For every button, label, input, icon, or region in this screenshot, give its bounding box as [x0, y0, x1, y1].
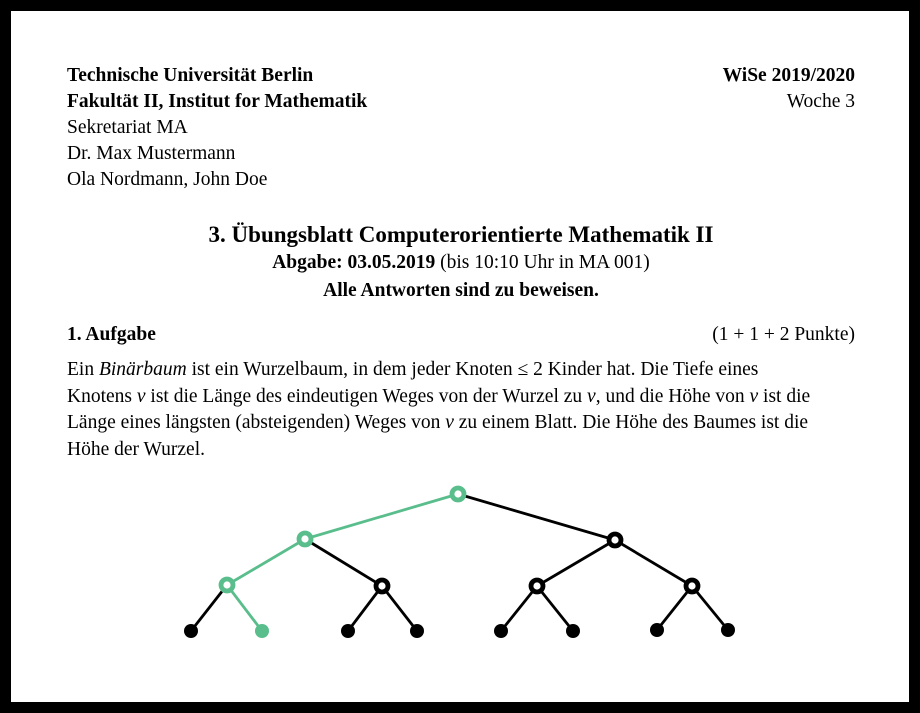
tree-edge-bb-bbb [692, 586, 728, 630]
header [67, 63, 855, 193]
tree-node-aaa [184, 624, 198, 638]
tree-edge-ab-abb [382, 586, 417, 631]
tree-node-baa [494, 624, 508, 638]
binary-tree-svg [150, 465, 770, 660]
text-segment: zu einem Blatt. Die Höhe des Baumes ist die [453, 412, 809, 433]
task-paragraph [67, 357, 855, 463]
tree-node-b [609, 534, 621, 546]
tree-node-bab [566, 624, 580, 638]
header-left-line-1: Fakultät II, Institut for Mathematik [67, 91, 368, 112]
text-segment: Höhe der Wurzel. [67, 438, 206, 460]
deadline-details: (bis 10:10 Uhr in MA 001) [435, 252, 650, 273]
tree-edge-a-ab [305, 539, 382, 586]
header-right-line-1: Woche 3 [786, 91, 855, 112]
tree-edge-root-b [458, 494, 615, 540]
tree-node-ab [376, 580, 388, 592]
task-label: 1. Aufgabe [67, 324, 156, 345]
text-segment: Länge eines längsten (absteigenden) Weges von [67, 412, 446, 433]
page-content [11, 63, 909, 463]
deadline-line [67, 249, 855, 277]
paragraph-line-1 [67, 384, 855, 411]
paragraph-line-3 [67, 437, 855, 464]
text-segment: ist ein Wurzelbaum, in dem jeder Knoten ≤ 2 Kinder hat. Die Tiefe eines [186, 359, 759, 380]
tree-edge-ba-baa [501, 586, 537, 631]
sheet-title: 3. Übungsblatt Computerorientierte Mathematik II [208, 222, 714, 247]
header-left-line-2: Sekretariat MA [67, 117, 188, 138]
paragraph-line-0 [67, 357, 855, 384]
text-segment: Knotens [67, 385, 137, 407]
tree-node-a [299, 533, 311, 545]
text-segment: ist die Länge des eindeutigen Weges von der Wurzel zu [145, 385, 588, 407]
tree-node-root [452, 488, 464, 500]
tree-node-aab [255, 624, 269, 638]
tree-edge-aa-aab [227, 585, 262, 631]
tree-node-aba [341, 624, 355, 638]
tree-node-aa [221, 579, 233, 591]
task-points: (1 + 1 + 2 Punkte) [712, 324, 855, 345]
header-right-block [723, 63, 855, 193]
tree-edge-ab-aba [348, 586, 382, 631]
tree-node-abb [410, 624, 424, 638]
text-segment: ist die [758, 385, 811, 407]
deadline-date: Abgabe: 03.05.2019 [272, 252, 436, 273]
tree-edge-a-aa [227, 539, 305, 585]
tree-edge-ba-bab [537, 586, 573, 631]
tree-edge-b-ba [537, 540, 615, 586]
tree-node-bbb [721, 623, 735, 637]
text-segment: , und die Höhe von [595, 385, 750, 407]
proof-note: Alle Antworten sind zu beweisen. [323, 280, 599, 301]
tree-edge-bb-bba [657, 586, 692, 630]
header-left-line-0: Technische Universität Berlin [67, 65, 314, 86]
tree-edge-b-bb [615, 540, 692, 586]
text-segment: Ein [67, 359, 99, 380]
header-left-block [67, 63, 367, 193]
header-right-line-0: WiSe 2019/2020 [722, 65, 855, 86]
math-term: Binärbaum [98, 359, 187, 380]
math-term: v [445, 412, 454, 433]
title-block [67, 221, 855, 305]
header-left-line-4: Ola Nordmann, John Doe [67, 169, 268, 190]
tree-edge-aa-aaa [191, 585, 227, 631]
paragraph-line-2 [67, 410, 855, 437]
tree-edge-root-a [305, 494, 458, 539]
header-left-line-3: Dr. Max Mustermann [67, 143, 236, 164]
tree-node-bb [686, 580, 698, 592]
math-term: v [749, 385, 759, 407]
task-header [67, 322, 855, 348]
tree-node-bba [650, 623, 664, 637]
math-term: v [587, 385, 596, 407]
tree-node-ba [531, 580, 543, 592]
math-term: v [136, 385, 146, 407]
